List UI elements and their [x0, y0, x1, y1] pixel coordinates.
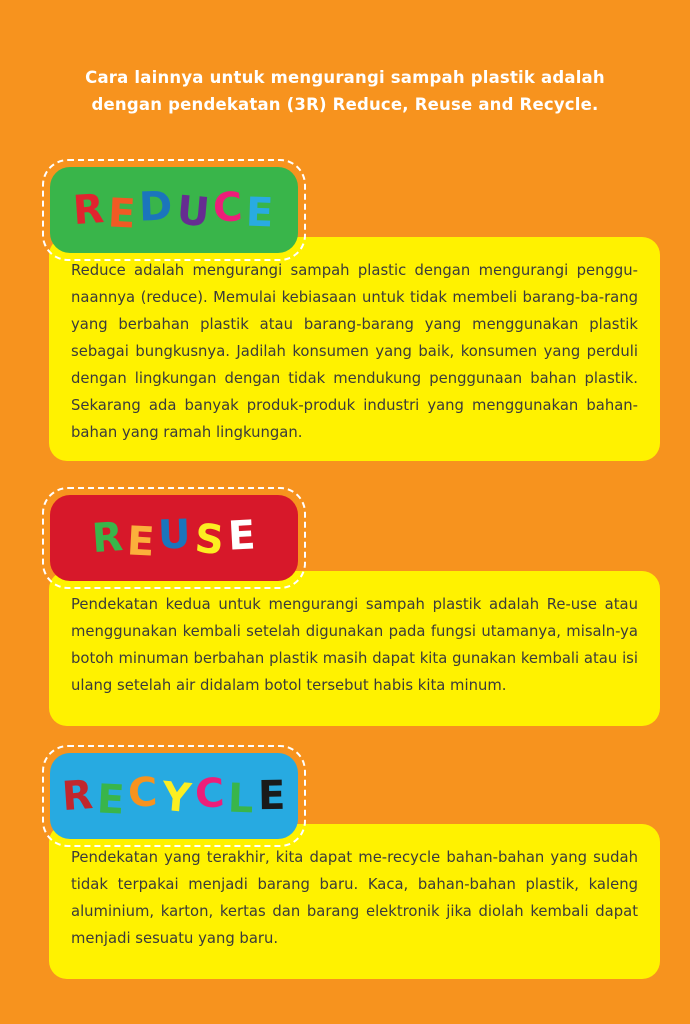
- title-letter: E: [106, 190, 138, 238]
- title-letter: R: [90, 513, 126, 563]
- recycle-tag: [50, 753, 298, 839]
- reuse-card: [49, 571, 660, 726]
- recycle-card: [49, 824, 660, 979]
- title-letter: E: [125, 518, 157, 566]
- intro-text: [60, 64, 630, 118]
- reduce-tag: [50, 167, 298, 253]
- title-letter: S: [192, 515, 227, 565]
- title-letter: C: [193, 770, 227, 818]
- reuse-tag: [50, 495, 298, 581]
- reuse-title: [90, 511, 258, 566]
- title-letter: R: [71, 185, 107, 235]
- title-letter: U: [157, 511, 193, 559]
- title-letter: E: [257, 772, 287, 820]
- title-letter: L: [227, 775, 256, 823]
- reduce-card: [49, 237, 660, 461]
- reduce-title: [71, 183, 276, 238]
- intro-line-2: dengan pendekatan (3R) Reduce, Reuse and Recycle.: [91, 95, 599, 114]
- title-letter: R: [60, 771, 96, 821]
- title-letter: D: [138, 183, 175, 231]
- title-letter: C: [211, 184, 245, 232]
- recycle-body: Pendekatan yang terakhir, kita dapat me-recycle bahan-bahan yang sudah tidak terpakai menjadi barang baru. Kaca, bahan-bahan plastik, kaleng aluminium, karton, kertas dan barang elektronik jika diolah kembali dapat menjadi sesuatu yang baru.: [71, 849, 638, 947]
- intro-line-1: Cara lainnya untuk mengurangi sampah plastik adalah: [85, 68, 605, 87]
- title-letter: C: [127, 769, 160, 817]
- reuse-body: Pendekatan kedua untuk mengurangi sampah plastik adalah Re-use atau menggunakan kembali setelah digunakan pada fungsi utamanya, misaln-ya botoh minuman berbahan plastik masih dapat kita gunakan kembali atau isi ulang setelah air didalam botol tersebut habis kita minum.: [71, 596, 638, 694]
- title-letter: E: [95, 776, 127, 824]
- title-letter: E: [245, 189, 276, 237]
- title-letter: E: [226, 512, 258, 560]
- recycle-title: [60, 769, 287, 824]
- title-letter: Y: [159, 773, 194, 823]
- reduce-body: Reduce adalah mengurangi sampah plastic dengan mengurangi penggu-naannya (reduce). Memulai kebiasaan untuk tidak membeli barang-ba-rang yang berbahan plastik atau barang-barang yang menggunakan plastik sebagai bungkusnya. Jadilah konsumen yang baik, konsumen yang perduli dengan lingkungan dengan tidak mendukung penggunaan bahan plastik. Sekarang ada banyak produk-produk industri yang menggunakan bahan-bahan yang ramah lingkungan.: [71, 262, 638, 441]
- title-letter: U: [174, 187, 213, 237]
